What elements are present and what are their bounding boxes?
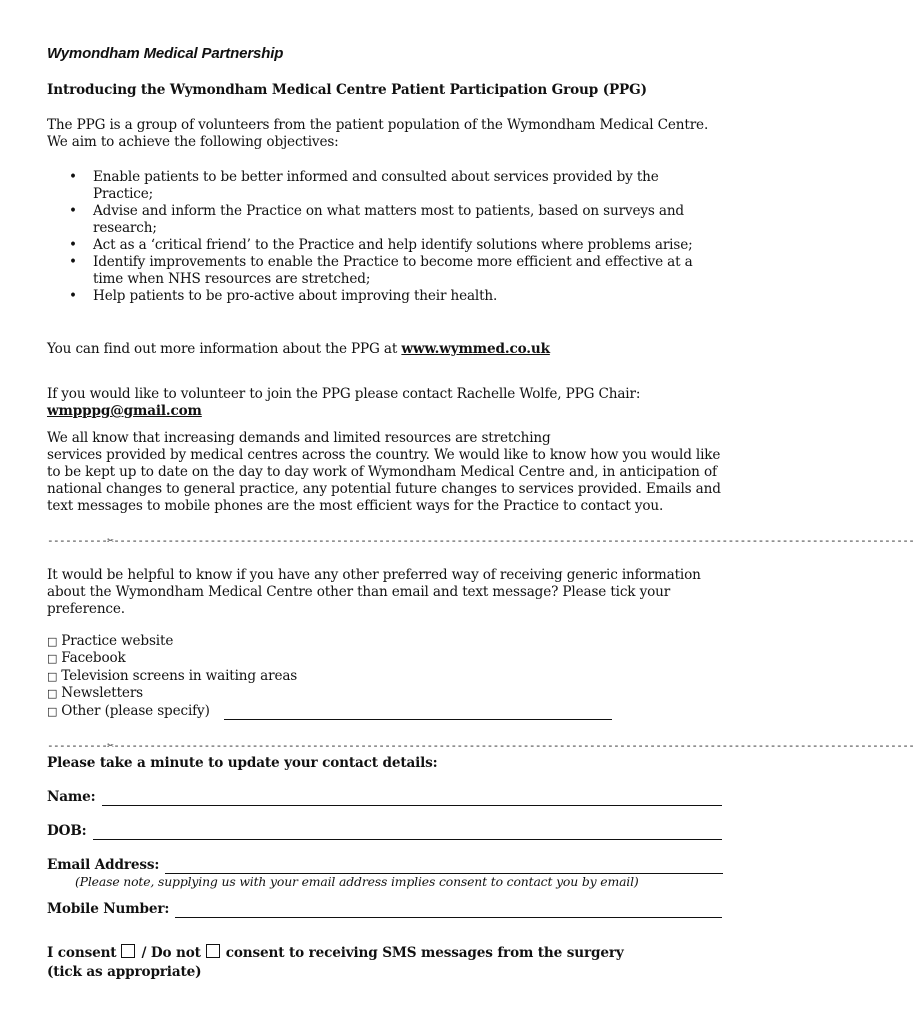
email-consent-note: (Please note, supplying us with your email address implies consent to contact you by email) xyxy=(75,874,639,889)
bullet-icon: • xyxy=(69,203,77,219)
list-item[interactable]: □ Television screens in waiting areas xyxy=(47,667,298,684)
mobile-label: Mobile Number: xyxy=(47,901,170,917)
demands-paragraph xyxy=(47,430,727,515)
more-info-line xyxy=(47,341,727,358)
list-item: • Advise and inform the Practice on what matters most to patients, based on surveys and research; xyxy=(69,203,684,236)
sms-consent-line xyxy=(47,944,624,962)
list-item: • Act as a ‘critical friend’ to the Practice and help identify solutions where problems arise; xyxy=(69,237,693,253)
organization-name: Wymondham Medical Partnership xyxy=(47,45,284,62)
contact-email-link[interactable]: wmpppg@gmail.com xyxy=(47,403,202,419)
more-info-text: You can find out more information about the PPG at xyxy=(47,341,398,357)
list-item[interactable]: □ Newsletters xyxy=(47,685,143,702)
scissors-icon: ✂ xyxy=(107,739,114,752)
tick-instruction: (tick as appropriate) xyxy=(47,964,202,980)
email-row xyxy=(47,857,723,874)
name-row xyxy=(47,789,722,806)
bullet-icon: • xyxy=(69,288,77,304)
consent-rest: consent to receiving SMS messages from the surgery xyxy=(225,945,624,961)
objectives-list xyxy=(47,169,717,305)
mobile-row xyxy=(47,901,722,918)
cut-line: ----------✂------------------------------------------------------------------------------------------------------------------------------------- xyxy=(47,534,914,547)
volunteer-text: If you would like to volunteer to join the PPG please contact Rachelle Wolfe, PPG Chair: xyxy=(47,386,641,402)
checkbox-icon[interactable]: □ xyxy=(47,704,58,718)
bullet-icon: • xyxy=(69,169,77,185)
list-item[interactable]: □ Facebook xyxy=(47,650,126,667)
intro-paragraph: The PPG is a group of volunteers from the patient population of the Wymondham Medical Centre. We aim to achieve the following objectives: xyxy=(47,117,709,150)
cut-line: ----------✂------------------------------------------------------------------------------------------------------------------------------------- xyxy=(47,739,914,752)
consent-label: I consent xyxy=(47,945,117,961)
contact-heading: Please take a minute to update your contact details: xyxy=(47,755,438,771)
other-specify-field[interactable] xyxy=(224,705,612,720)
bullet-icon: • xyxy=(69,254,77,270)
list-item: • Identify improvements to enable the Practice to become more efficient and effective at a time when NHS resources are stretched; xyxy=(69,254,693,287)
demands-line-1: We all know that increasing demands and limited resources are stretching xyxy=(47,430,551,446)
dob-row xyxy=(47,823,722,840)
email-field[interactable] xyxy=(165,859,723,874)
preference-options xyxy=(47,633,612,720)
name-field[interactable] xyxy=(102,791,722,806)
volunteer-paragraph xyxy=(47,386,727,420)
list-item: • Enable patients to be better informed and consulted about services provided by the Practice; xyxy=(69,169,659,202)
list-item[interactable]: □ Practice website xyxy=(47,633,174,649)
dob-field[interactable] xyxy=(93,825,722,840)
mobile-field[interactable] xyxy=(175,903,722,918)
preference-paragraph: It would be helpful to know if you have any other preferred way of receiving generic information about the Wymondham Medical Centre other than email and text message? Please tick your preference. xyxy=(47,567,701,617)
list-item[interactable]: □ Other (please specify) xyxy=(47,703,612,720)
bullet-icon: • xyxy=(69,237,77,253)
checkbox-icon[interactable]: □ xyxy=(47,669,58,683)
do-not-label: / Do not xyxy=(141,945,201,961)
page-heading: Introducing the Wymondham Medical Centre Patient Participation Group (PPG) xyxy=(47,82,647,98)
checkbox-icon[interactable]: □ xyxy=(47,635,58,648)
email-label: Email Address: xyxy=(47,857,160,873)
checkbox-icon[interactable]: □ xyxy=(47,652,58,666)
demands-rest: services provided by medical centres across the country. We would like to know how you would like to be kept up to date on the day to day work of Wymondham Medical Centre and, in anticipation of national changes to general practice, any potential future changes to services provided. Emails and text messages to mobile phones are the most efficient ways for the Practice to contact you. xyxy=(47,447,721,514)
name-label: Name: xyxy=(47,789,96,805)
scissors-icon: ✂ xyxy=(107,534,114,547)
do-not-consent-checkbox[interactable] xyxy=(206,944,220,958)
website-link[interactable]: www.wymmed.co.uk xyxy=(401,341,550,357)
dob-label: DOB: xyxy=(47,823,87,839)
consent-checkbox[interactable] xyxy=(121,944,135,958)
checkbox-icon[interactable]: □ xyxy=(47,687,58,701)
list-item: • Help patients to be pro-active about improving their health. xyxy=(69,288,498,304)
